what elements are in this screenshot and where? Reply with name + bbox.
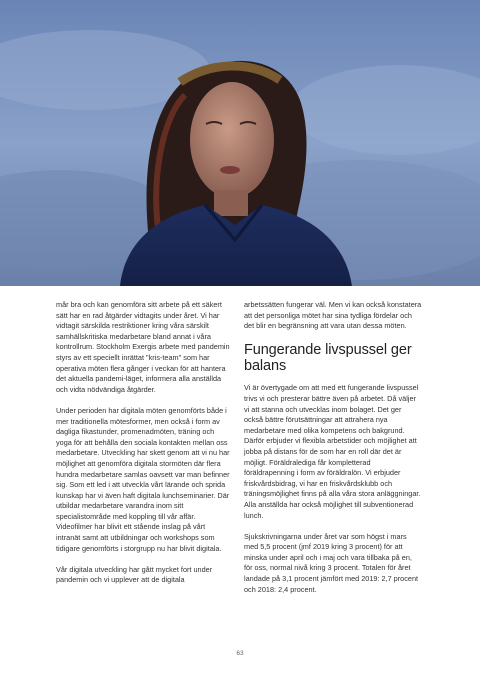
portrait-illustration: [0, 0, 480, 286]
body-paragraph: Vi är övertygade om att med ett fungerande livspussel trivs vi och presterar bättre även på arbetet. Då väljer vi att stanna och utvecklas inom bolaget. Det ger också bättre förutsättningar att attrahera nya medarbetare med olika kompetens och bakgrund. Därför erbjuder vi flexibla arbetstider och möjlighet att jobba på distans för de som har en roll där det är möjligt. Föräldralediga får kompletterad föräldrapenning i form av föräldralön. Vi erbjuder friskvårdsbidrag, vi har en friskvårdsklubb och träningsmöjlighet finns på alla våra stora anläggningar. Alla anställda har också möjlighet till subventionerad lunch.: [244, 383, 421, 520]
body-paragraph: arbetssätten fungerar väl. Men vi kan också konstatera att det personliga mötet har sina tydliga fördelar och det blir en begränsning att vara utan dessa möten.: [244, 300, 422, 331]
hero-photo: [0, 0, 480, 286]
body-paragraph: Under perioden har digitala möten genomförts både i mer traditionella mötesformer, men också i form av dagliga fikastunder, promenadmöten, träning och yoga för att behålla den sociala kontakten mellan oss medarbetare. Utveckling har skett genom att vi nu har möjlighet att genomföra digitala stormöten där flera hundra medarbetare samlas oavsett var man befinner sig. Som ett led i att utveckla vårt lärande och sprida kunskap har vi även haft digitala lunchseminarier. Där utbildar medarbetare varandra inom sitt specialistområde med koppling till vår affär. Videofilmer har blivit ett stående inslag på vårt intranät samt att utbildningar och workshops som tidigare genomförts i storgrupp nu har blivit digitala.: [56, 405, 230, 553]
body-paragraph: Sjukskrivningarna under året var som högst i mars med 5,5 procent (jmf 2019 kring 3 procent) för att minska under april och i maj och vara tillbaka på en, för oss, normal nivå kring 3 procent. Totalen för året landade på 3,1 procent jämfört med 2019: 2,7 procent och 2018: 2,4 procent.: [244, 531, 419, 594]
body-paragraph: mår bra och kan genomföra sitt arbete på ett säkert sätt har en rad åtgärder vidtagits under året. Vi har vidtagit särskilda restriktioner kring våra särskilt samhällskritiska medarbetare bland annat i våra kontrollrum. Stockholm Exergis arbete med pandemin styrs av ett speciellt inrättat "kris-team" som har operativa möten flera gånger i veckan för att hantera det aktuella pandemi-läget, informera alla anställda och vidta nödvändiga åtgärder.: [56, 300, 230, 394]
right-column: [244, 300, 422, 606]
body-paragraph: Vår digitala utveckling har gått mycket fort under pandemin och vi upplever att de digitala: [56, 564, 213, 585]
left-column: [56, 300, 231, 597]
page-number: 63: [236, 650, 244, 657]
section-heading: Fungerande livspussel ger balans: [244, 342, 412, 375]
